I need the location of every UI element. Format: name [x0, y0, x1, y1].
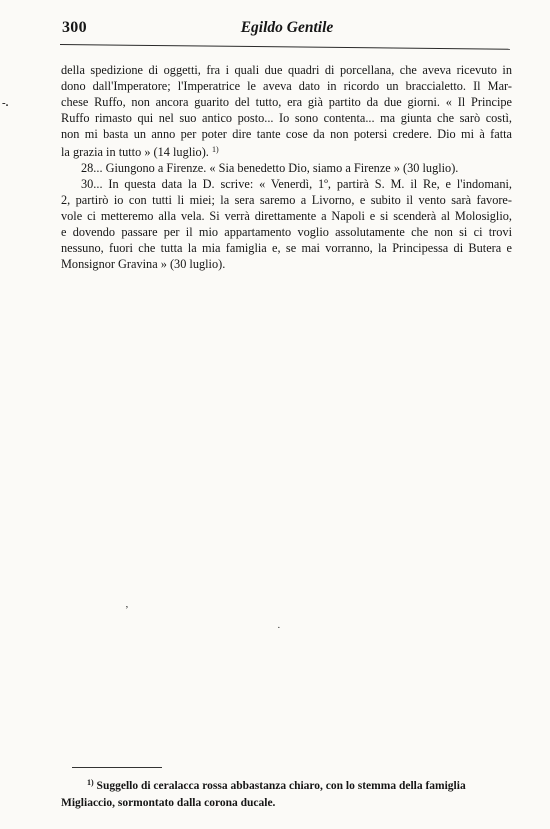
- entry-30: 30... In questa data la D. scrive: « Venerdì, 1º, partirà S. M. il Re, e l'indomani,: [81, 177, 512, 191]
- text-line: vole ci metteremo alla vela. Si verrà direttamente a Napoli e si scenderà al Molosiglio,: [61, 209, 512, 223]
- text-line: e dovendo passare per il mio appartamento voglio assolutamente che non si ci trovi: [61, 225, 512, 239]
- header-rule: [60, 44, 510, 50]
- running-head: Egildo Gentile: [240, 19, 334, 36]
- body-text: [61, 62, 512, 272]
- footnote-text-1: Suggello di ceralacca rossa abbastanza chiaro, con lo stemma della famiglia: [96, 780, 466, 792]
- footnote-reference: 1): [211, 145, 219, 154]
- text-line: dono dall'Imperatore; l'Imperatrice le aveva dato in ricordo un braccialetto. Il Mar-: [61, 79, 512, 93]
- footnote-line-1: [61, 774, 526, 795]
- margin-mark: -.: [2, 97, 9, 109]
- text-line: della spedizione di oggetti, fra i quali due quadri di porcellana, che aveva ricevuto in: [61, 63, 512, 77]
- text-line: nessuno, fuori che tutta la mia famiglia e, se mai vorranno, la Principessa di Butera e: [61, 241, 512, 255]
- stray-dot: ·: [277, 622, 281, 634]
- footnote: [61, 774, 526, 812]
- entry-28: 28... Giungono a Firenze. « Sia benedetto Dio, siamo a Firenze » (30 luglio).: [81, 161, 459, 175]
- text-line-content: la grazia in tutto » (14 luglio).: [61, 145, 209, 159]
- text-line: Ruffo rimasto qui nel suo antico posto... Io sono contenta... ma giunta che sarò costì,: [61, 111, 512, 125]
- footnote-line-2: Migliaccio, sormontato dalla corona ducale.: [61, 797, 276, 809]
- footnote-marker: 1): [87, 778, 94, 787]
- text-line-last: [61, 142, 512, 160]
- stray-mark: ʼ: [125, 604, 129, 616]
- text-line: Monsignor Gravina » (30 luglio).: [61, 257, 226, 271]
- footnote-rule: [72, 767, 162, 768]
- page-header: [62, 19, 512, 41]
- text-line: chese Ruffo, non ancora guarito del tutto, era già partito da due giorni. « Il Principe: [61, 95, 512, 109]
- text-line: 2, partirò io con tutti li miei; la sera saremo a Livorno, e subito il vento sarà favore-: [61, 193, 512, 207]
- text-line: non mi basta un anno per poter dire tante cose da non potersi credere. Dio mi à fatta: [61, 127, 512, 141]
- page-number: 300: [62, 19, 87, 36]
